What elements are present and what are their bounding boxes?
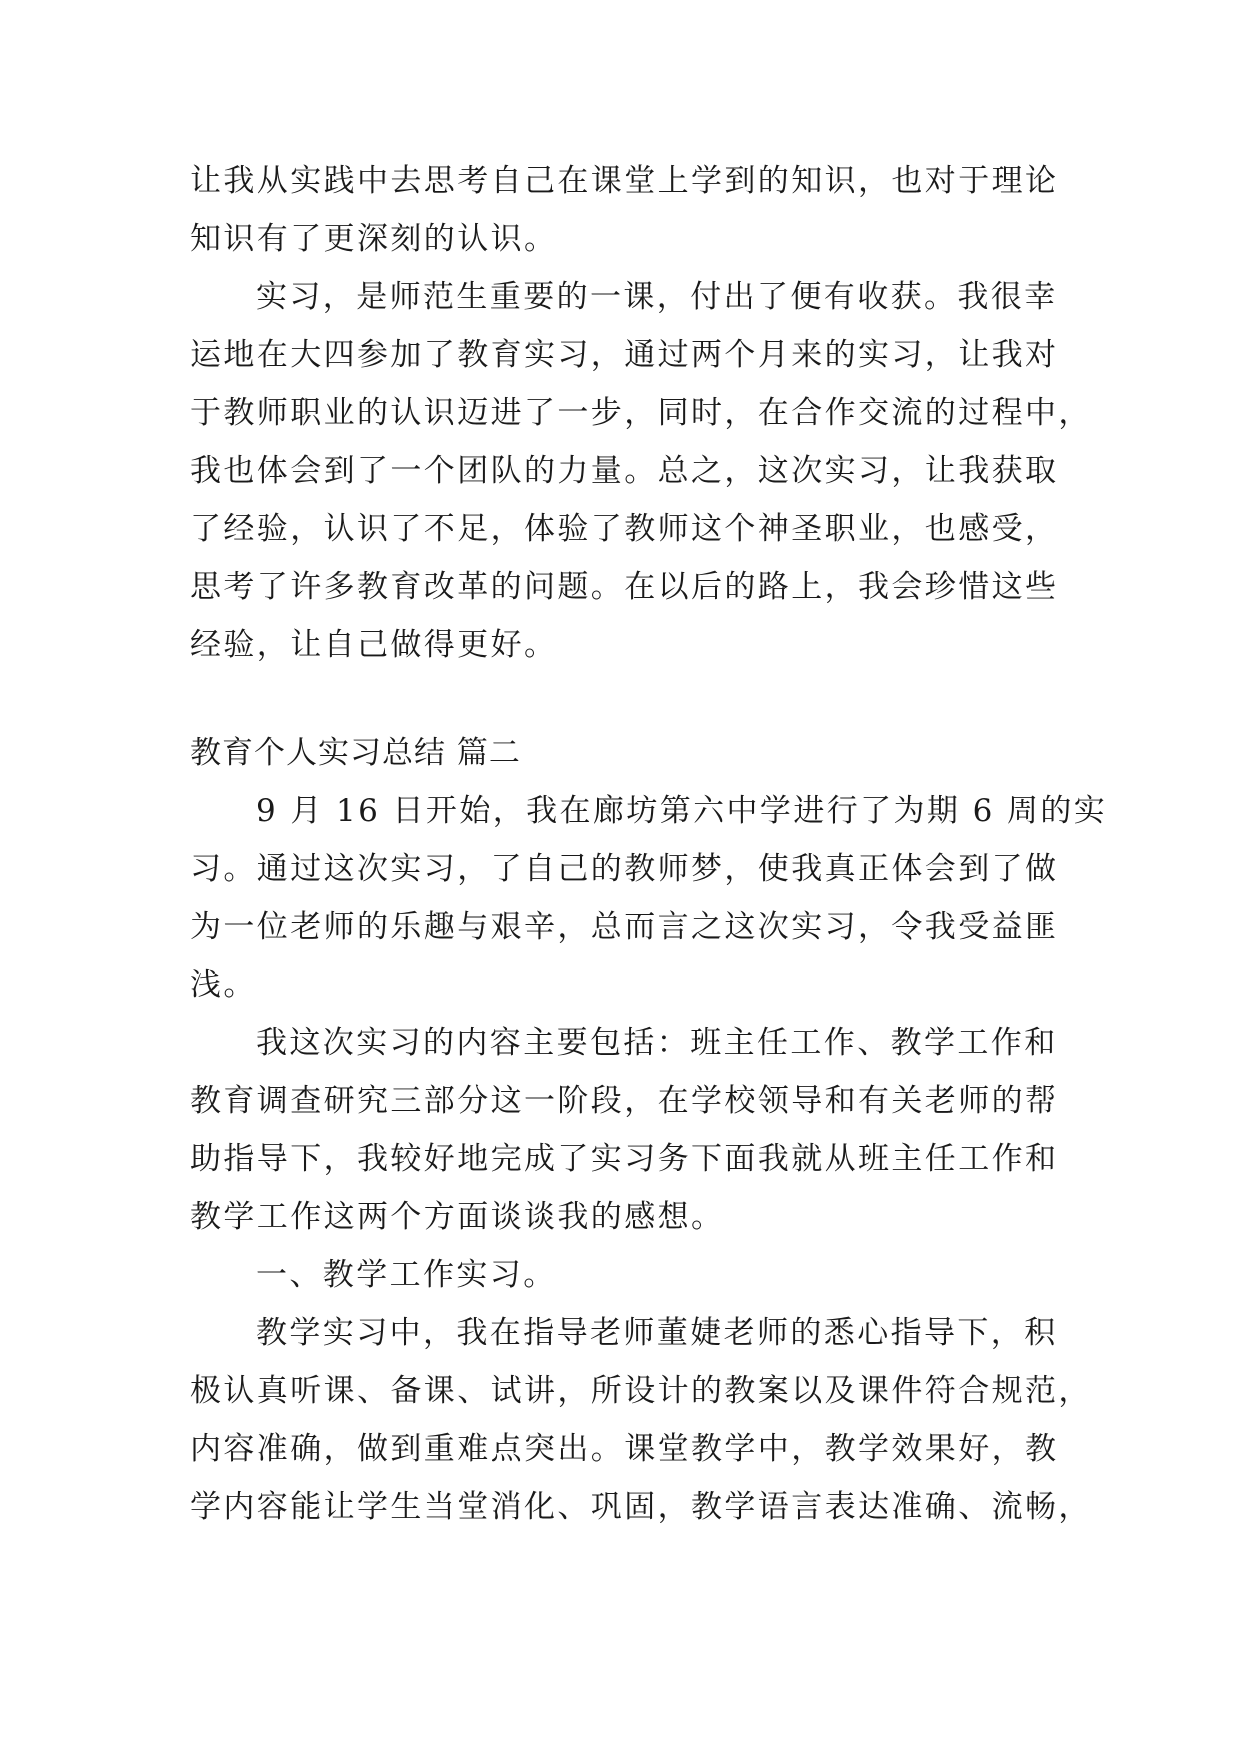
paragraph-start-line: 9 月 16 日开始，我在廊坊第六中学进行了为期 6 周的实 bbox=[256, 793, 1108, 829]
text-line: 习。通过这次实习，了自己的教师梦，使我真正体会到了做 bbox=[190, 851, 1059, 887]
section-heading: 教育个人实习总结 篇二 bbox=[190, 735, 521, 771]
text-line: 内容准确，做到重难点突出。课堂教学中，教学效果好，教 bbox=[190, 1431, 1059, 1467]
subheading-line: 一、教学工作实习。 bbox=[256, 1257, 557, 1293]
text-line: 学内容能让学生当堂消化、巩固，教学语言表达准确、流畅， bbox=[190, 1489, 1092, 1525]
text-line: 让我从实践中去思考自己在课堂上学到的知识，也对于理论 bbox=[190, 163, 1059, 199]
text-line: 教学工作这两个方面谈谈我的感想。 bbox=[190, 1199, 725, 1235]
text-line: 浅。 bbox=[190, 967, 257, 1003]
paragraph-start-line: 实习，是师范生重要的一课，付出了便有收获。我很幸 bbox=[256, 279, 1058, 315]
text-line: 教育调查研究三部分这一阶段，在学校领导和有关老师的帮 bbox=[190, 1083, 1059, 1119]
section-gap bbox=[190, 674, 1060, 724]
text-line: 知识有了更深刻的认识。 bbox=[190, 221, 558, 257]
text-line: 了经验，认识了不足，体验了教师这个神圣职业，也感受， bbox=[190, 511, 1059, 547]
text-line: 为一位老师的乐趣与艰辛，总而言之这次实习，令我受益匪 bbox=[190, 909, 1059, 945]
text-line: 于教师职业的认识迈进了一步，同时，在合作交流的过程中， bbox=[190, 395, 1092, 431]
text-line: 助指导下，我较好地完成了实习务下面我就从班主任工作和 bbox=[190, 1141, 1059, 1177]
paragraph-start-line: 教学实习中，我在指导老师董婕老师的悉心指导下，积 bbox=[256, 1315, 1058, 1351]
text-line: 我也体会到了一个团队的力量。总之，这次实习，让我获取 bbox=[190, 453, 1059, 489]
text-line: 经验，让自己做得更好。 bbox=[190, 627, 558, 663]
document-page bbox=[190, 152, 1108, 1536]
paragraph-start-line: 我这次实习的内容主要包括：班主任工作、教学工作和 bbox=[256, 1025, 1058, 1061]
text-line: 运地在大四参加了教育实习，通过两个月来的实习，让我对 bbox=[190, 337, 1059, 373]
text-line: 极认真听课、备课、试讲，所设计的教案以及课件符合规范， bbox=[190, 1373, 1092, 1409]
text-line: 思考了许多教育改革的问题。在以后的路上，我会珍惜这些 bbox=[190, 569, 1059, 605]
